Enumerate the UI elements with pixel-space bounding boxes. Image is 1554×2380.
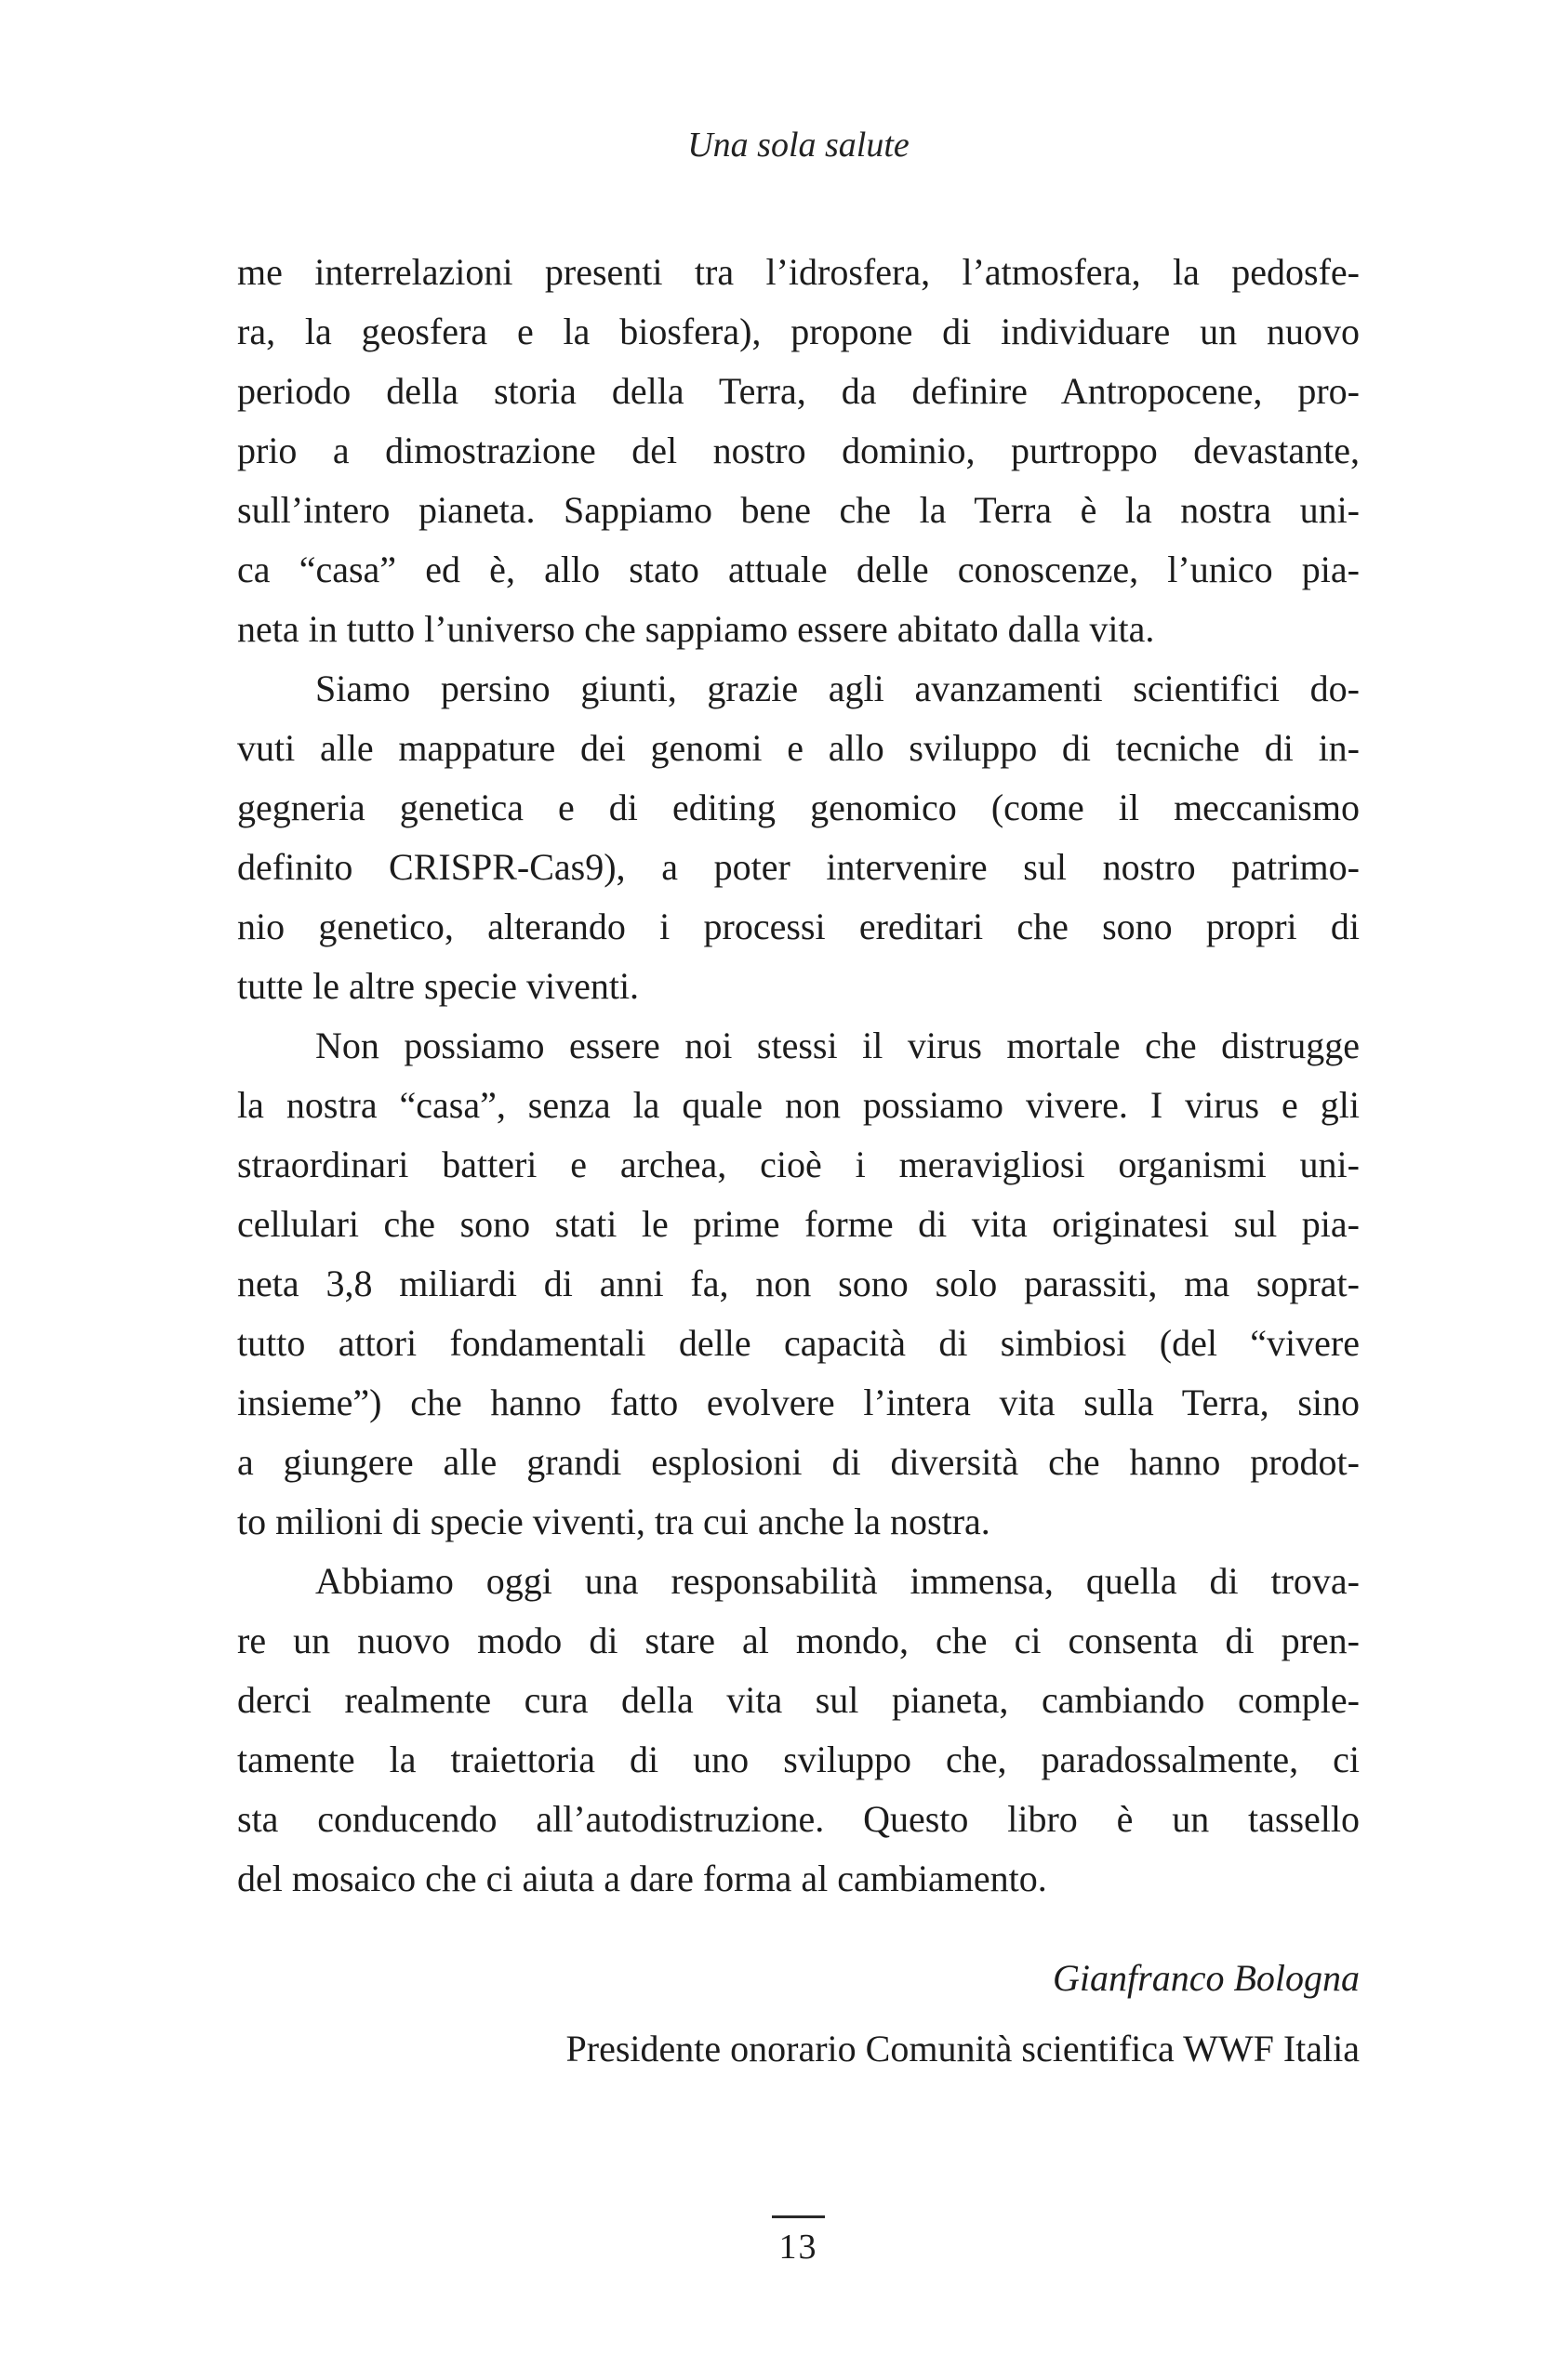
text-line: gegneria genetica e di editing genomico (come il meccanismo [237,787,1360,828]
text-line: Abbiamo oggi una responsabilità immensa, quella di trova- [315,1560,1360,1602]
text-line: ra, la geosfera e la biosfera), propone di individuare un nuovo [237,311,1360,352]
text-line: insieme”) che hanno fatto evolvere l’intera vita sulla Terra, sino [237,1382,1360,1423]
text-line: straordinari batteri e archea, cioè i meravigliosi organismi uni- [237,1144,1360,1185]
text-line: derci realmente cura della vita sul pianeta, cambiando comple- [237,1679,1360,1721]
text-line: Siamo persino giunti, grazie agli avanzamenti scientifici do- [315,668,1360,709]
text-line: nio genetico, alterando i processi ereditari che sono propri di [237,906,1360,947]
text-line: tutto attori fondamentali delle capacità di simbiosi (del “vivere [237,1322,1360,1364]
text-line: la nostra “casa”, senza la quale non possiamo vivere. I virus e gli [237,1084,1360,1126]
text-line: vuti alle mappature dei genomi e allo sviluppo di tecniche di in- [237,727,1360,769]
text-line: sta conducendo all’autodistruzione. Questo libro è un tassello [237,1798,1360,1840]
text-line: ca “casa” ed è, allo stato attuale delle conoscenze, l’unico pia- [237,549,1360,590]
text-line: tamente la traiettoria di uno sviluppo che, paradossalmente, ci [237,1739,1360,1780]
signature-author: Gianfranco Bologna [1053,1957,1360,1999]
running-head: Una sola salute [687,126,910,165]
text-line: re un nuovo modo di stare al mondo, che ci consenta di pren- [237,1620,1360,1661]
signature-block [237,1943,1360,2084]
signature-role: Presidente onorario Comunità scientifica WWF Italia [565,2028,1360,2069]
text-line: tutte le altre specie viventi. [237,965,640,1007]
footer-rule [772,2215,825,2218]
body-text [237,243,1360,1909]
text-line: neta 3,8 miliardi di anni fa, non sono solo parassiti, ma soprat- [237,1263,1360,1304]
text-line: definito CRISPR-Cas9), a poter intervenire sul nostro patrimo- [237,846,1360,888]
text-line: sull’intero pianeta. Sappiamo bene che la Terra è la nostra uni- [237,489,1360,531]
text-line: periodo della storia della Terra, da definire Antropocene, pro- [237,370,1360,412]
page-footer [237,2215,1360,2266]
text-line: prio a dimostrazione del nostro dominio, purtroppo devastante, [237,430,1360,471]
text-line: to milioni di specie viventi, tra cui anche la nostra. [237,1501,990,1542]
page-number: 13 [778,2228,818,2267]
text-line: Non possiamo essere noi stessi il virus mortale che distrugge [315,1025,1360,1066]
text-line: a giungere alle grandi esplosioni di diversità che hanno prodot- [237,1441,1360,1483]
text-line: cellulari che sono stati le prime forme di vita originatesi sul pia- [237,1203,1360,1245]
text-line: neta in tutto l’universo che sappiamo essere abitato dalla vita. [237,608,1155,650]
text-line: del mosaico che ci aiuta a dare forma al cambiamento. [237,1858,1047,1899]
text-line: me interrelazioni presenti tra l’idrosfera, l’atmosfera, la pedosfe- [237,251,1360,293]
